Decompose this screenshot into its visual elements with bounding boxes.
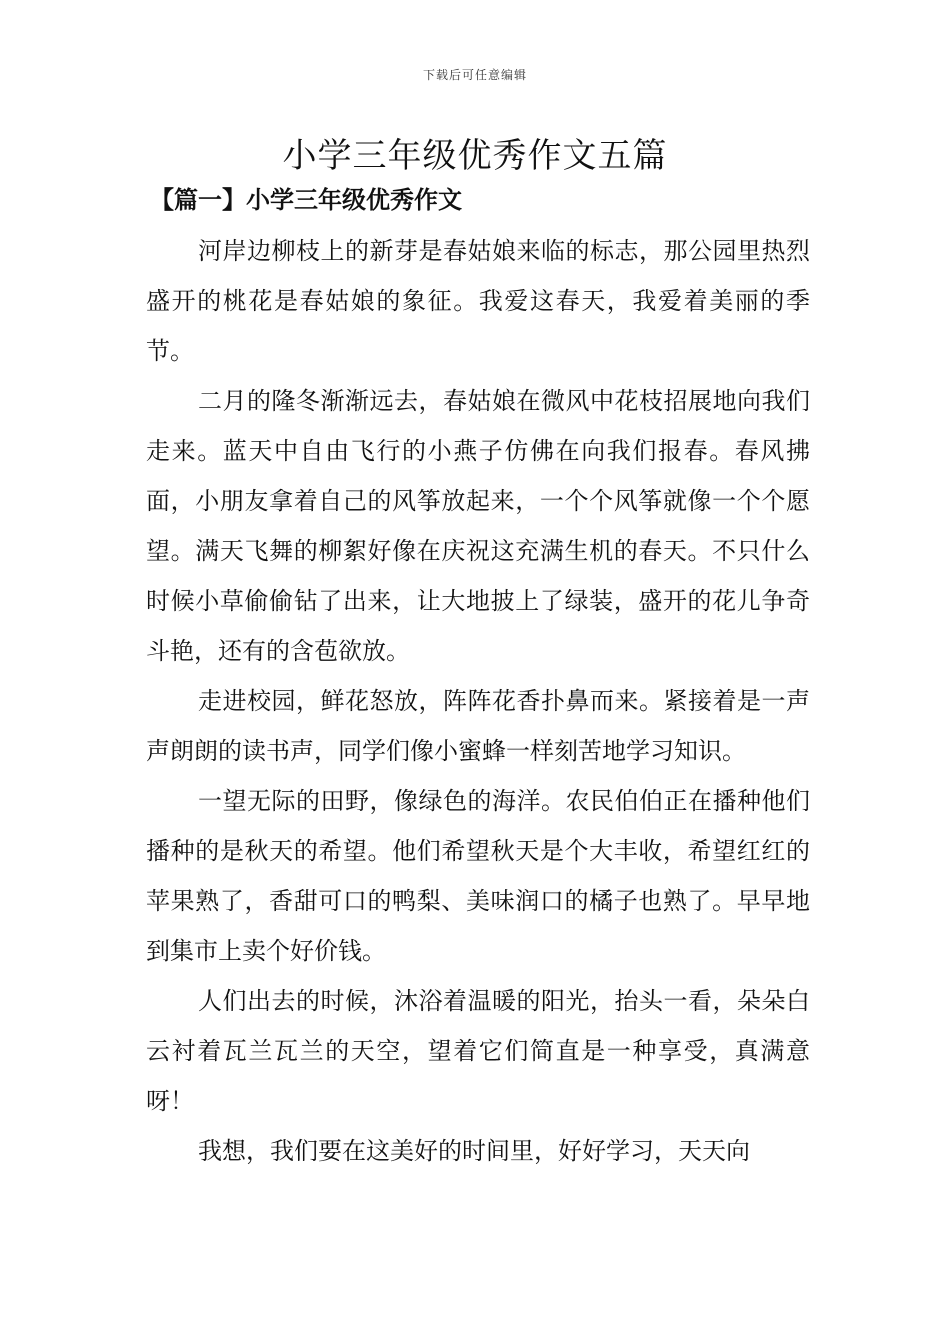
paragraph: 二月的隆冬渐渐远去，春姑娘在微风中花枝招展地向我们走来。蓝天中自由飞行的小燕子仿佛在向我们报春。春风拂面，小朋友拿着自己的风筝放起来，一个个风筝就像一个个愿望。满天飞舞的柳絮好像在庆祝这充满生机的春天。不只什么时候小草偷偷钻了出来，让大地披上了绿装，盛开的花儿争奇斗艳，还有的含苞欲放。	[146, 387, 810, 665]
paragraph: 我想，我们要在这美好的时间里，好好学习，天天向	[198, 1137, 750, 1165]
paragraph: 河岸边柳枝上的新芽是春姑娘来临的标志，那公园里热烈盛开的桃花是春姑娘的象征。我爱这春天，我爱着美丽的季节。	[146, 237, 810, 365]
document-title: 小学三年级优秀作文五篇	[282, 136, 668, 176]
section-heading: 【篇一】小学三年级优秀作文	[150, 185, 462, 214]
essay-body	[146, 226, 810, 1176]
paragraph: 一望无际的田野，像绿色的海洋。农民伯伯正在播种他们播种的是秋天的希望。他们希望秋天是个大丰收，希望红红的苹果熟了，香甜可口的鸭梨、美味润口的橘子也熟了。早早地到集市上卖个好价钱。	[146, 787, 810, 965]
paragraph: 人们出去的时候，沐浴着温暖的阳光，抬头一看，朵朵白云衬着瓦兰瓦兰的天空，望着它们简直是一种享受，真满意呀！	[146, 987, 810, 1115]
paragraph: 走进校园，鲜花怒放，阵阵花香扑鼻而来。紧接着是一声声朗朗的读书声，同学们像小蜜蜂一样刻苦地学习知识。	[146, 687, 810, 765]
header-note: 下载后可任意编辑	[422, 68, 527, 82]
